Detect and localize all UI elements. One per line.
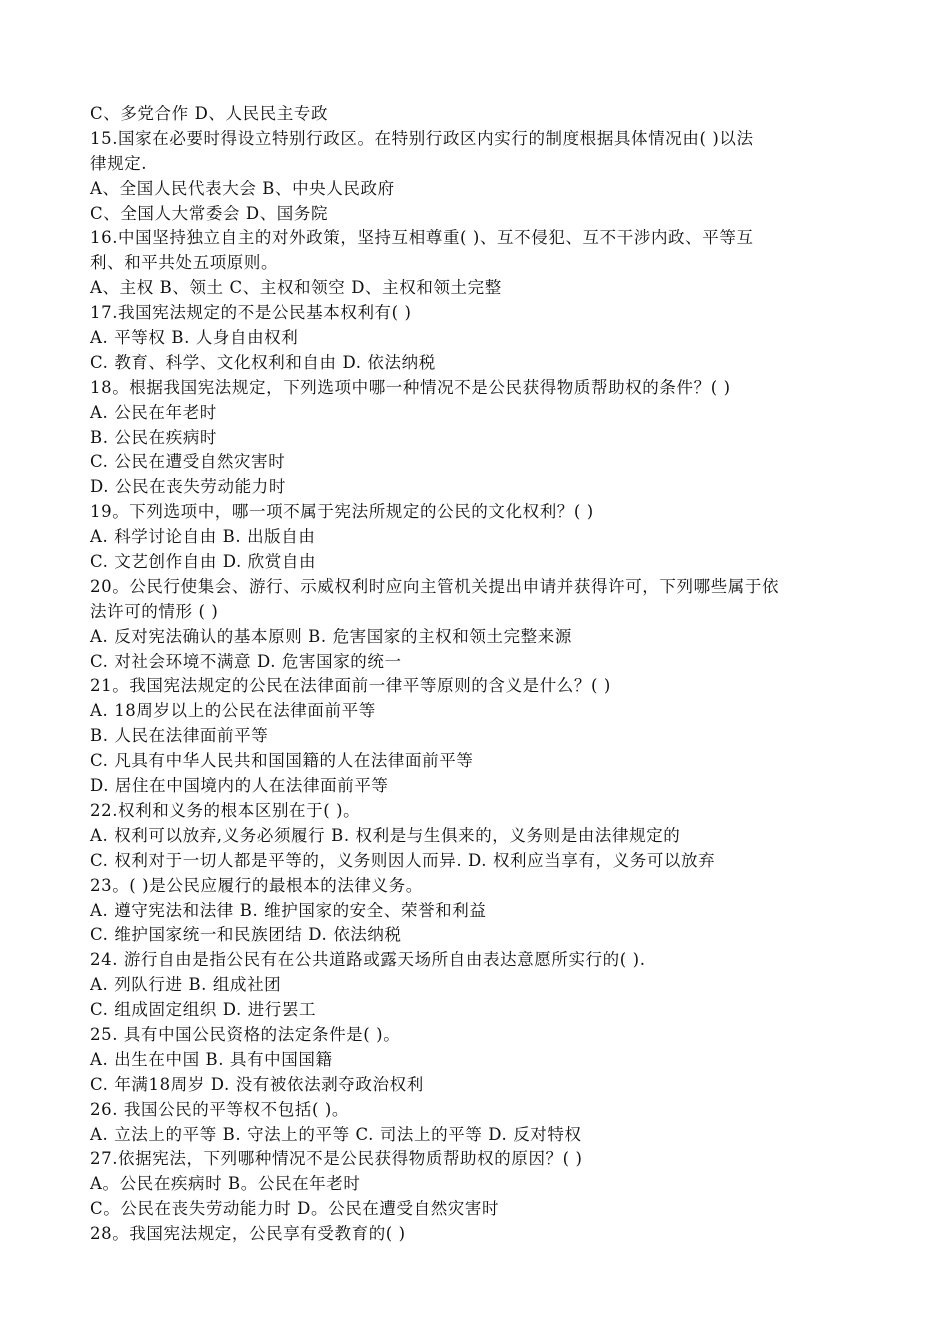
- text-line: A. 立法上的平等 B. 守法上的平等 C. 司法上的平等 D. 反对特权: [90, 1124, 582, 1144]
- text-line: A. 反对宪法确认的基本原则 B. 危害国家的主权和领土完整来源: [90, 626, 572, 646]
- text-line: C. 文艺创作自由 D. 欣赏自由: [90, 552, 317, 572]
- text-line: D. 公民在丧失劳动能力时: [90, 477, 286, 497]
- text-line: C、全国人大常委会 D、国务院: [90, 203, 329, 223]
- text-line: 25. 具有中国公民资格的法定条件是( )。: [90, 1024, 401, 1044]
- text-line: 23。( )是公民应履行的最根本的法律义务。: [90, 875, 423, 895]
- text-line: 15.国家在必要时得设立特别行政区。在特别行政区内实行的制度根据具体情况由( )以法: [90, 128, 754, 148]
- text-line: A. 列队行进 B. 组成社团: [90, 975, 282, 995]
- text-line: 16.中国坚持独立自主的对外政策，坚持互相尊重( )、互不侵犯、互不干涉内政、平等互: [90, 228, 754, 248]
- text-line: 22.权利和义务的根本区别在于( )。: [90, 800, 361, 820]
- text-line: C. 公民在遭受自然灾害时: [90, 452, 286, 472]
- text-line: 法许可的情形 ( ): [90, 601, 219, 621]
- text-line: 律规定.: [90, 153, 148, 173]
- text-line: A. 出生在中国 B. 具有中国国籍: [90, 1049, 333, 1069]
- text-line: A. 权利可以放弃,义务必须履行 B. 权利是与生俱来的，义务则是由法律规定的: [90, 825, 681, 845]
- document-body: [90, 102, 870, 1247]
- text-line: B. 人民在法律面前平等: [90, 726, 269, 746]
- text-line: 28。我国宪法规定，公民享有受教育的( ): [90, 1224, 406, 1244]
- text-line: 利、和平共处五项原则。: [90, 253, 279, 273]
- text-line: A. 科学讨论自由 B. 出版自由: [90, 527, 316, 547]
- text-line: C. 对社会环境不满意 D. 危害国家的统一: [90, 651, 402, 671]
- text-line: B. 公民在疾病时: [90, 427, 218, 447]
- text-line: A. 遵守宪法和法律 B. 维护国家的安全、荣誉和利益: [90, 900, 487, 920]
- text-line: C. 凡具有中华人民共和国国籍的人在法律面前平等: [90, 751, 474, 771]
- text-line: A. 18周岁以上的公民在法律面前平等: [90, 701, 376, 721]
- text-line: 21。我国宪法规定的公民在法律面前一律平等原则的含义是什么？( ): [90, 676, 611, 696]
- text-line: A、主权 B、领土 C、主权和领空 D、主权和领土完整: [90, 278, 502, 298]
- text-line: C. 年满18周岁 D. 没有被依法剥夺政治权利: [90, 1074, 424, 1094]
- text-line: A。公民在疾病时 B。公民在年老时: [90, 1174, 361, 1194]
- text-line: C。公民在丧失劳动能力时 D。公民在遭受自然灾害时: [90, 1199, 500, 1219]
- text-line: C、多党合作 D、人民民主专政: [90, 104, 329, 123]
- text-line: D. 居住在中国境内的人在法律面前平等: [90, 776, 389, 796]
- text-line: 18。根据我国宪法规定，下列选项中哪一种情况不是公民获得物质帮助权的条件？( ): [90, 377, 731, 397]
- text-line: 17.我国宪法规定的不是公民基本权利有( ): [90, 303, 412, 323]
- text-line: 20。公民行使集会、游行、示威权利时应向主管机关提出申请并获得许可，下列哪些属于依: [90, 576, 780, 596]
- text-line: 26. 我国公民的平等权不包括( )。: [90, 1099, 350, 1119]
- text-line: A. 平等权 B. 人身自由权利: [90, 328, 299, 348]
- text-line: C. 教育、科学、文化权利和自由 D. 依法纳税: [90, 352, 436, 372]
- text-line: C. 权利对于一切人都是平等的，义务则因人而异. D. 权利应当享有，义务可以放弃: [90, 850, 716, 870]
- text-line: 27.依据宪法，下列哪种情况不是公民获得物质帮助权的原因？( ): [90, 1149, 583, 1169]
- text-line: 24. 游行自由是指公民有在公共道路或露天场所自由表达意愿所实行的( ).: [90, 950, 646, 970]
- text-line: C. 组成固定组织 D. 进行罢工: [90, 1000, 317, 1020]
- text-line: C. 维护国家统一和民族团结 D. 依法纳税: [90, 925, 402, 945]
- text-line: A、全国人民代表大会 B、中央人民政府: [90, 178, 395, 198]
- text-line: A. 公民在年老时: [90, 402, 217, 422]
- text-line: 19。下列选项中，哪一项不属于宪法所规定的公民的文化权利？( ): [90, 502, 594, 522]
